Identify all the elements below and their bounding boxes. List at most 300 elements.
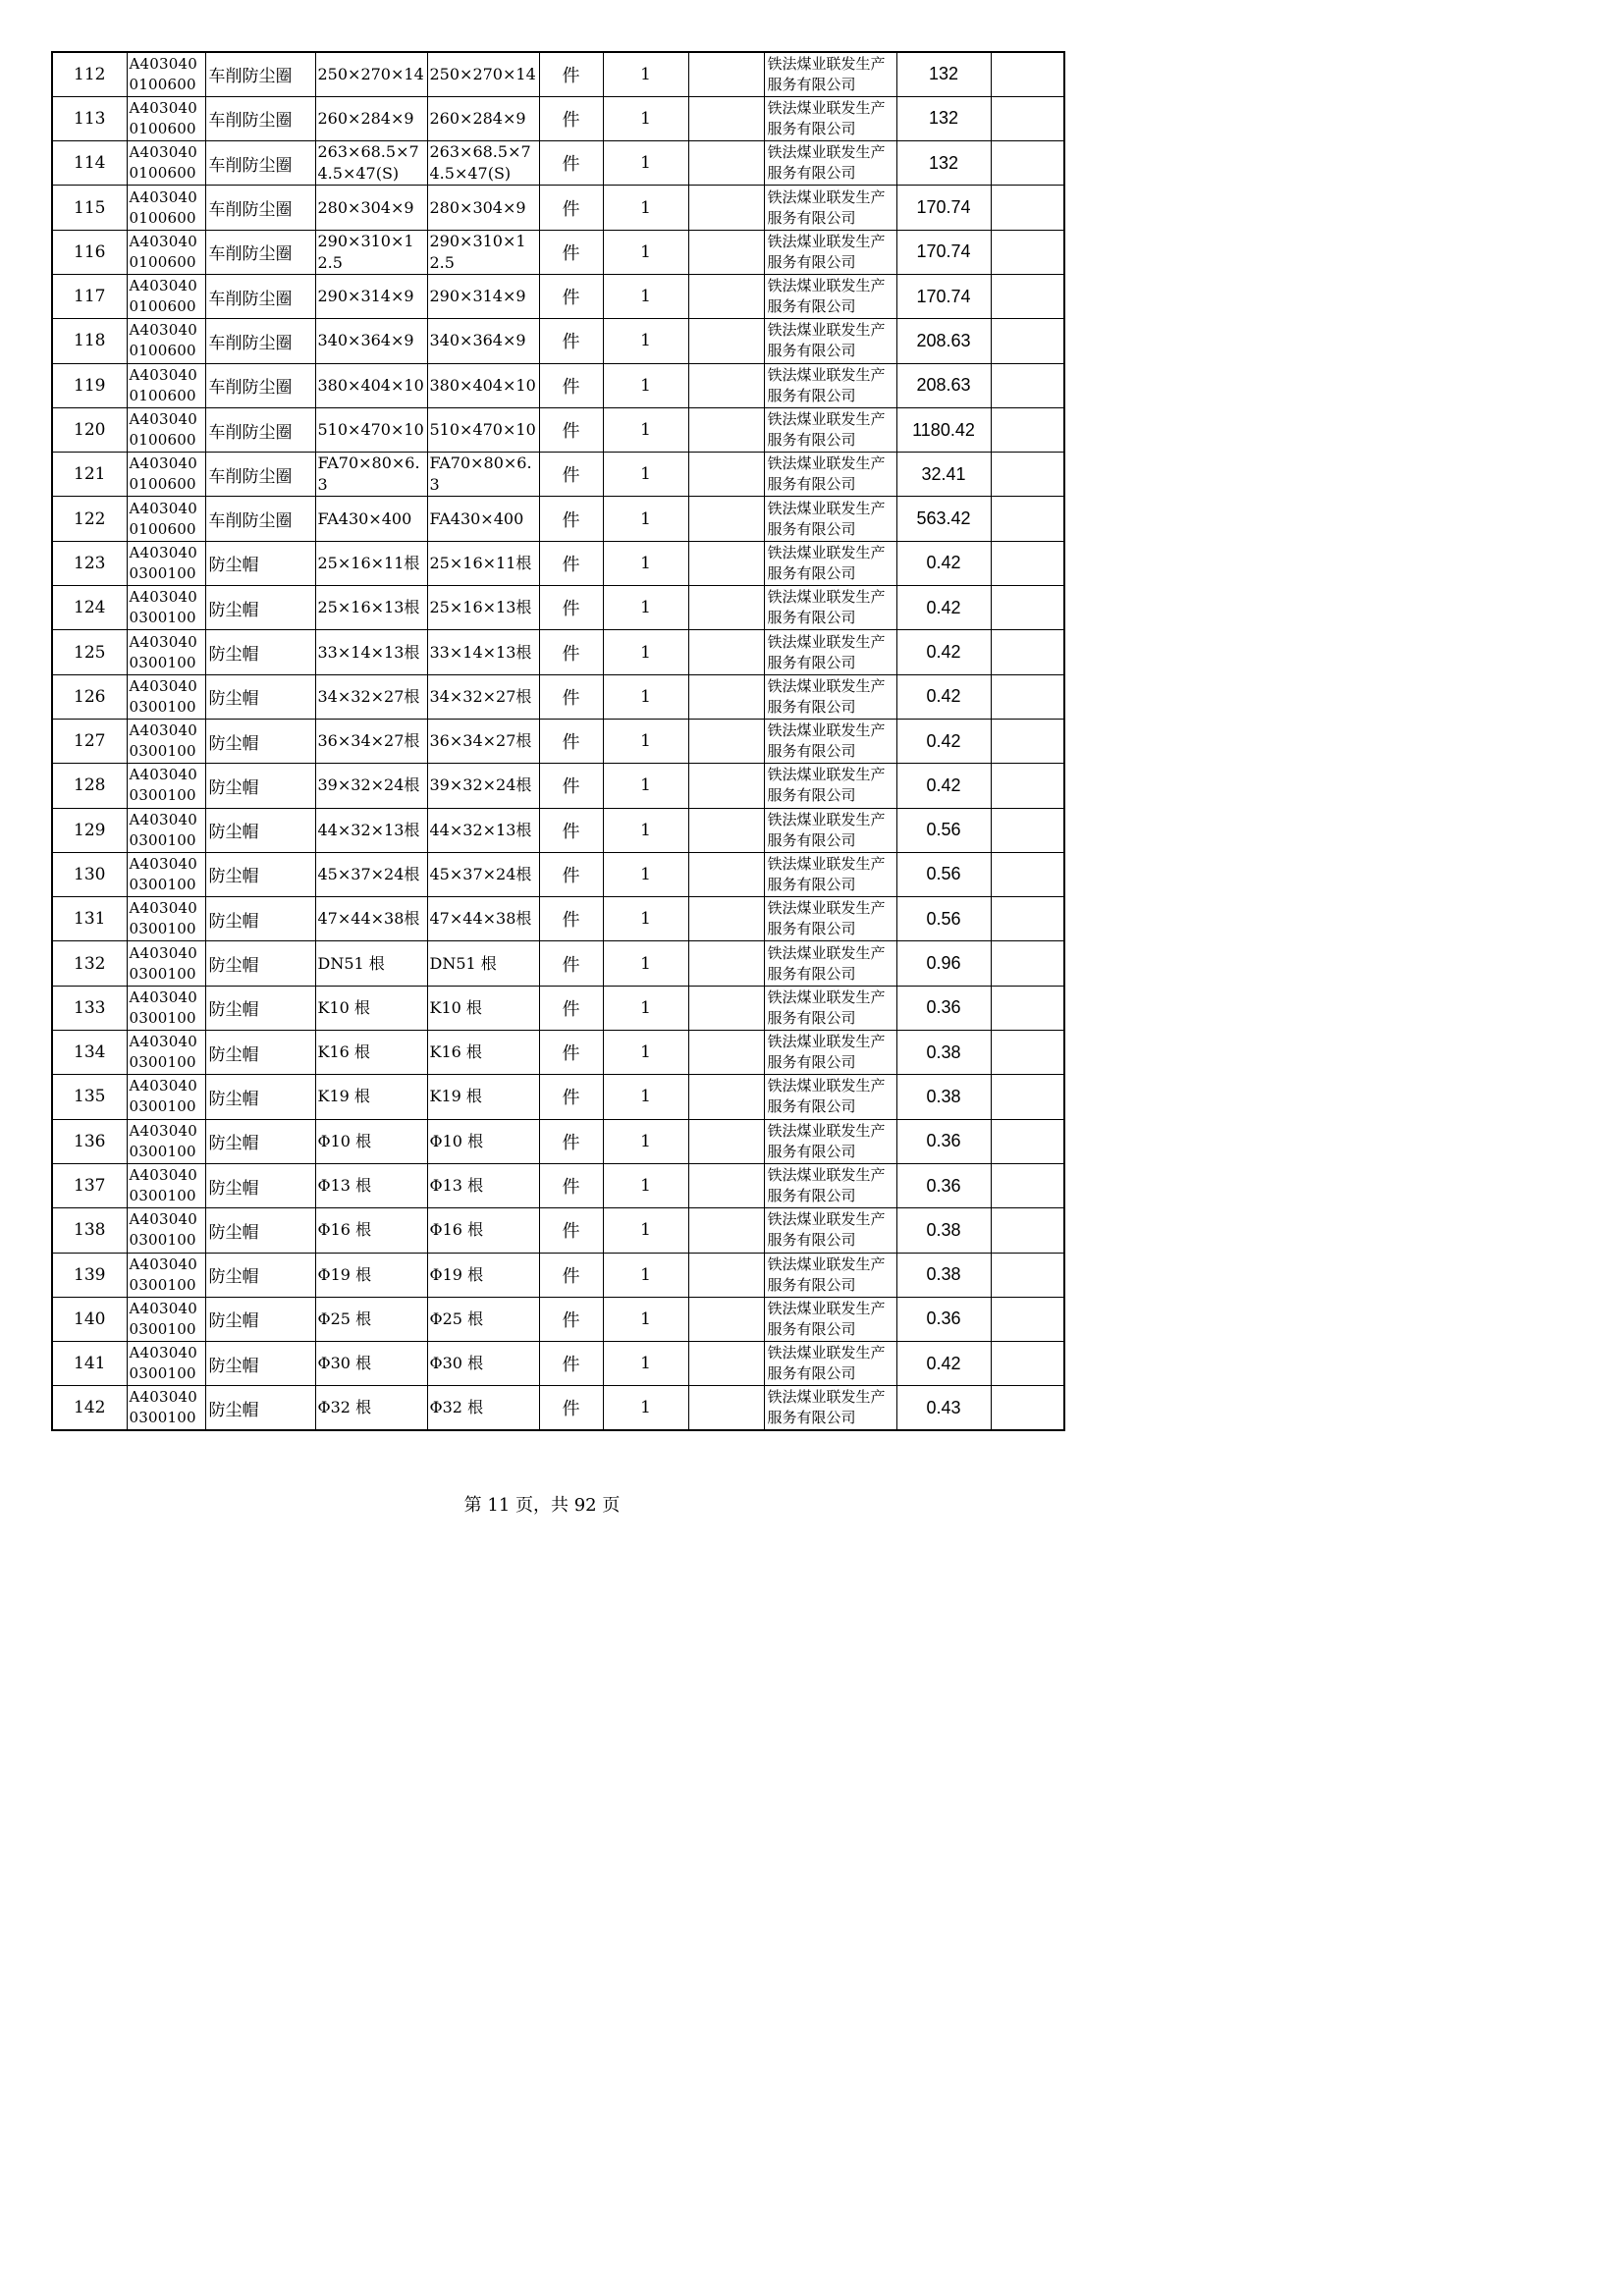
specification-cell: 25×16×11根 (315, 541, 427, 585)
row-number-cell: 124 (52, 586, 127, 630)
blank-cell (688, 141, 764, 186)
unit-price-cell: 0.42 (896, 586, 991, 630)
note-cell (991, 941, 1064, 986)
material-name-cell: 防尘帽 (205, 1253, 315, 1297)
unit-price-cell: 1180.42 (896, 407, 991, 452)
material-code-cell: A4030400300100 (127, 1386, 205, 1430)
unit-cell: 件 (539, 497, 603, 541)
row-number-cell: 122 (52, 497, 127, 541)
specification-cell: Φ32 根 (315, 1386, 427, 1430)
quantity-cell: 1 (603, 52, 688, 96)
supplier-cell: 铁法煤业联发生产服务有限公司 (764, 674, 896, 719)
specification-cell: 380×404×10 (315, 363, 427, 407)
material-name-cell: 防尘帽 (205, 719, 315, 763)
price-list-table (51, 51, 1065, 1431)
supplier-cell: 铁法煤业联发生产服务有限公司 (764, 407, 896, 452)
material-code-cell: A4030400300100 (127, 852, 205, 896)
unit-price-cell: 0.43 (896, 1386, 991, 1430)
table-row (52, 674, 1064, 719)
material-name-cell: 车削防尘圈 (205, 497, 315, 541)
supplier-cell: 铁法煤业联发生产服务有限公司 (764, 96, 896, 140)
unit-cell: 件 (539, 852, 603, 896)
blank-cell (688, 1386, 764, 1430)
specification-cell: Φ19 根 (315, 1253, 427, 1297)
supplier-cell: 铁法煤业联发生产服务有限公司 (764, 808, 896, 852)
table-row (52, 96, 1064, 140)
table-row (52, 1208, 1064, 1253)
row-number-cell: 131 (52, 897, 127, 941)
quantity-cell: 1 (603, 808, 688, 852)
unit-cell: 件 (539, 719, 603, 763)
material-name-cell: 防尘帽 (205, 1386, 315, 1430)
material-name-cell: 车削防尘圈 (205, 407, 315, 452)
material-name-cell: 防尘帽 (205, 1031, 315, 1075)
table-row (52, 230, 1064, 274)
unit-cell: 件 (539, 407, 603, 452)
note-cell (991, 630, 1064, 674)
note-cell (991, 1386, 1064, 1430)
unit-cell: 件 (539, 1253, 603, 1297)
blank-cell (688, 52, 764, 96)
specification-cell: 39×32×24根 (315, 764, 427, 808)
material-name-cell: 车削防尘圈 (205, 186, 315, 230)
specification-cell: 510×470×10 (315, 407, 427, 452)
specification-cell: 25×16×13根 (315, 586, 427, 630)
specification-cell: FA70×80×6.3 (315, 453, 427, 497)
supplier-cell: 铁法煤业联发生产服务有限公司 (764, 1342, 896, 1386)
blank-cell (688, 674, 764, 719)
unit-cell: 件 (539, 1119, 603, 1163)
material-name-cell: 防尘帽 (205, 986, 315, 1030)
material-code-cell: A4030400300100 (127, 1031, 205, 1075)
blank-cell (688, 1297, 764, 1341)
supplier-cell: 铁法煤业联发生产服务有限公司 (764, 230, 896, 274)
material-name-cell: 车削防尘圈 (205, 453, 315, 497)
model-cell: 380×404×10 (427, 363, 539, 407)
unit-price-cell: 0.36 (896, 1163, 991, 1207)
blank-cell (688, 986, 764, 1030)
material-name-cell: 防尘帽 (205, 674, 315, 719)
material-name-cell: 防尘帽 (205, 852, 315, 896)
table-row (52, 852, 1064, 896)
unit-cell: 件 (539, 1386, 603, 1430)
table-row (52, 363, 1064, 407)
note-cell (991, 497, 1064, 541)
table-row (52, 630, 1064, 674)
blank-cell (688, 719, 764, 763)
model-cell: FA70×80×6.3 (427, 453, 539, 497)
model-cell: 47×44×38根 (427, 897, 539, 941)
quantity-cell: 1 (603, 1297, 688, 1341)
row-number-cell: 137 (52, 1163, 127, 1207)
unit-price-cell: 0.42 (896, 719, 991, 763)
material-name-cell: 防尘帽 (205, 630, 315, 674)
quantity-cell: 1 (603, 1342, 688, 1386)
supplier-cell: 铁法煤业联发生产服务有限公司 (764, 1119, 896, 1163)
material-code-cell: A4030400300100 (127, 1075, 205, 1119)
row-number-cell: 130 (52, 852, 127, 896)
model-cell: 280×304×9 (427, 186, 539, 230)
supplier-cell: 铁法煤业联发生产服务有限公司 (764, 1031, 896, 1075)
model-cell: 510×470×10 (427, 407, 539, 452)
model-cell: Φ10 根 (427, 1119, 539, 1163)
unit-price-cell: 0.56 (896, 897, 991, 941)
note-cell (991, 407, 1064, 452)
row-number-cell: 114 (52, 141, 127, 186)
table-row (52, 1253, 1064, 1297)
table-row (52, 319, 1064, 363)
material-code-cell: A4030400300100 (127, 586, 205, 630)
quantity-cell: 1 (603, 941, 688, 986)
blank-cell (688, 541, 764, 585)
material-name-cell: 防尘帽 (205, 1075, 315, 1119)
unit-cell: 件 (539, 1208, 603, 1253)
material-code-cell: A4030400300100 (127, 1119, 205, 1163)
table-row (52, 497, 1064, 541)
blank-cell (688, 1253, 764, 1297)
note-cell (991, 1297, 1064, 1341)
row-number-cell: 112 (52, 52, 127, 96)
material-name-cell: 车削防尘圈 (205, 96, 315, 140)
material-name-cell: 车削防尘圈 (205, 274, 315, 318)
supplier-cell: 铁法煤业联发生产服务有限公司 (764, 897, 896, 941)
row-number-cell: 121 (52, 453, 127, 497)
unit-cell: 件 (539, 96, 603, 140)
material-code-cell: A4030400100600 (127, 141, 205, 186)
material-name-cell: 防尘帽 (205, 1208, 315, 1253)
specification-cell: 263×68.5×74.5×47(S) (315, 141, 427, 186)
table-row (52, 141, 1064, 186)
unit-price-cell: 0.42 (896, 764, 991, 808)
unit-price-cell: 0.42 (896, 541, 991, 585)
unit-price-cell: 132 (896, 52, 991, 96)
material-name-cell: 车削防尘圈 (205, 141, 315, 186)
note-cell (991, 52, 1064, 96)
quantity-cell: 1 (603, 141, 688, 186)
table-row (52, 1119, 1064, 1163)
unit-cell: 件 (539, 363, 603, 407)
material-name-cell: 防尘帽 (205, 1163, 315, 1207)
table-row (52, 719, 1064, 763)
model-cell: 260×284×9 (427, 96, 539, 140)
model-cell: 33×14×13根 (427, 630, 539, 674)
table-row (52, 1386, 1064, 1430)
unit-price-cell: 0.38 (896, 1253, 991, 1297)
material-code-cell: A4030400300100 (127, 1342, 205, 1386)
quantity-cell: 1 (603, 319, 688, 363)
supplier-cell: 铁法煤业联发生产服务有限公司 (764, 52, 896, 96)
quantity-cell: 1 (603, 407, 688, 452)
specification-cell: Φ13 根 (315, 1163, 427, 1207)
row-number-cell: 136 (52, 1119, 127, 1163)
material-code-cell: A4030400300100 (127, 1297, 205, 1341)
material-code-cell: A4030400300100 (127, 541, 205, 585)
model-cell: 290×310×12.5 (427, 230, 539, 274)
quantity-cell: 1 (603, 719, 688, 763)
unit-price-cell: 0.36 (896, 986, 991, 1030)
unit-cell: 件 (539, 586, 603, 630)
specification-cell: FA430×400 (315, 497, 427, 541)
unit-price-cell: 170.74 (896, 230, 991, 274)
material-code-cell: A4030400300100 (127, 986, 205, 1030)
blank-cell (688, 453, 764, 497)
note-cell (991, 230, 1064, 274)
note-cell (991, 674, 1064, 719)
specification-cell: 340×364×9 (315, 319, 427, 363)
row-number-cell: 127 (52, 719, 127, 763)
quantity-cell: 1 (603, 852, 688, 896)
table-row (52, 1297, 1064, 1341)
specification-cell: DN51 根 (315, 941, 427, 986)
note-cell (991, 541, 1064, 585)
quantity-cell: 1 (603, 986, 688, 1030)
model-cell: 45×37×24根 (427, 852, 539, 896)
material-code-cell: A4030400100600 (127, 319, 205, 363)
model-cell: DN51 根 (427, 941, 539, 986)
material-code-cell: A4030400300100 (127, 1253, 205, 1297)
supplier-cell: 铁法煤业联发生产服务有限公司 (764, 764, 896, 808)
row-number-cell: 133 (52, 986, 127, 1030)
unit-cell: 件 (539, 1075, 603, 1119)
row-number-cell: 140 (52, 1297, 127, 1341)
specification-cell: Φ16 根 (315, 1208, 427, 1253)
unit-cell: 件 (539, 630, 603, 674)
material-name-cell: 车削防尘圈 (205, 363, 315, 407)
note-cell (991, 1208, 1064, 1253)
supplier-cell: 铁法煤业联发生产服务有限公司 (764, 186, 896, 230)
material-code-cell: A4030400300100 (127, 1163, 205, 1207)
unit-price-cell: 0.36 (896, 1119, 991, 1163)
unit-price-cell: 0.56 (896, 808, 991, 852)
model-cell: FA430×400 (427, 497, 539, 541)
model-cell: Φ16 根 (427, 1208, 539, 1253)
table-row (52, 407, 1064, 452)
note-cell (991, 186, 1064, 230)
note-cell (991, 453, 1064, 497)
unit-cell: 件 (539, 808, 603, 852)
unit-cell: 件 (539, 141, 603, 186)
material-name-cell: 车削防尘圈 (205, 319, 315, 363)
supplier-cell: 铁法煤业联发生产服务有限公司 (764, 1075, 896, 1119)
supplier-cell: 铁法煤业联发生产服务有限公司 (764, 719, 896, 763)
unit-price-cell: 132 (896, 96, 991, 140)
row-number-cell: 135 (52, 1075, 127, 1119)
blank-cell (688, 586, 764, 630)
unit-price-cell: 208.63 (896, 319, 991, 363)
supplier-cell: 铁法煤业联发生产服务有限公司 (764, 274, 896, 318)
unit-cell: 件 (539, 274, 603, 318)
blank-cell (688, 1163, 764, 1207)
material-code-cell: A4030400100600 (127, 363, 205, 407)
blank-cell (688, 1119, 764, 1163)
supplier-cell: 铁法煤业联发生产服务有限公司 (764, 852, 896, 896)
unit-price-cell: 0.38 (896, 1031, 991, 1075)
supplier-cell: 铁法煤业联发生产服务有限公司 (764, 630, 896, 674)
table-row (52, 541, 1064, 585)
quantity-cell: 1 (603, 96, 688, 140)
unit-price-cell: 0.42 (896, 674, 991, 719)
unit-price-cell: 563.42 (896, 497, 991, 541)
quantity-cell: 1 (603, 1253, 688, 1297)
unit-price-cell: 0.38 (896, 1075, 991, 1119)
note-cell (991, 764, 1064, 808)
model-cell: Φ32 根 (427, 1386, 539, 1430)
quantity-cell: 1 (603, 453, 688, 497)
unit-cell: 件 (539, 986, 603, 1030)
note-cell (991, 1253, 1064, 1297)
unit-cell: 件 (539, 230, 603, 274)
model-cell: K16 根 (427, 1031, 539, 1075)
supplier-cell: 铁法煤业联发生产服务有限公司 (764, 1386, 896, 1430)
material-code-cell: A4030400100600 (127, 230, 205, 274)
note-cell (991, 1163, 1064, 1207)
row-number-cell: 138 (52, 1208, 127, 1253)
quantity-cell: 1 (603, 1163, 688, 1207)
blank-cell (688, 808, 764, 852)
note-cell (991, 1075, 1064, 1119)
model-cell: Φ19 根 (427, 1253, 539, 1297)
material-name-cell: 防尘帽 (205, 808, 315, 852)
unit-price-cell: 0.56 (896, 852, 991, 896)
quantity-cell: 1 (603, 1075, 688, 1119)
specification-cell: 36×34×27根 (315, 719, 427, 763)
supplier-cell: 铁法煤业联发生产服务有限公司 (764, 1253, 896, 1297)
row-number-cell: 125 (52, 630, 127, 674)
note-cell (991, 141, 1064, 186)
supplier-cell: 铁法煤业联发生产服务有限公司 (764, 453, 896, 497)
unit-cell: 件 (539, 541, 603, 585)
material-code-cell: A4030400100600 (127, 274, 205, 318)
quantity-cell: 1 (603, 630, 688, 674)
table-row (52, 986, 1064, 1030)
specification-cell: 290×314×9 (315, 274, 427, 318)
table-row (52, 586, 1064, 630)
supplier-cell: 铁法煤业联发生产服务有限公司 (764, 319, 896, 363)
row-number-cell: 119 (52, 363, 127, 407)
specification-cell: 290×310×12.5 (315, 230, 427, 274)
table-row (52, 897, 1064, 941)
material-name-cell: 防尘帽 (205, 1342, 315, 1386)
unit-cell: 件 (539, 674, 603, 719)
blank-cell (688, 1075, 764, 1119)
model-cell: 250×270×14 (427, 52, 539, 96)
supplier-cell: 铁法煤业联发生产服务有限公司 (764, 941, 896, 986)
table-row (52, 1163, 1064, 1207)
note-cell (991, 1342, 1064, 1386)
supplier-cell: 铁法煤业联发生产服务有限公司 (764, 497, 896, 541)
material-code-cell: A4030400300100 (127, 630, 205, 674)
specification-cell: 33×14×13根 (315, 630, 427, 674)
blank-cell (688, 1342, 764, 1386)
quantity-cell: 1 (603, 897, 688, 941)
model-cell: 290×314×9 (427, 274, 539, 318)
quantity-cell: 1 (603, 674, 688, 719)
specification-cell: Φ25 根 (315, 1297, 427, 1341)
blank-cell (688, 407, 764, 452)
blank-cell (688, 764, 764, 808)
blank-cell (688, 941, 764, 986)
model-cell: Φ30 根 (427, 1342, 539, 1386)
material-name-cell: 防尘帽 (205, 1297, 315, 1341)
unit-price-cell: 0.42 (896, 1342, 991, 1386)
supplier-cell: 铁法煤业联发生产服务有限公司 (764, 1163, 896, 1207)
model-cell: 34×32×27根 (427, 674, 539, 719)
supplier-cell: 铁法煤业联发生产服务有限公司 (764, 1208, 896, 1253)
quantity-cell: 1 (603, 586, 688, 630)
blank-cell (688, 1208, 764, 1253)
supplier-cell: 铁法煤业联发生产服务有限公司 (764, 541, 896, 585)
note-cell (991, 363, 1064, 407)
unit-cell: 件 (539, 1163, 603, 1207)
specification-cell: K10 根 (315, 986, 427, 1030)
table-row (52, 1075, 1064, 1119)
table-row (52, 274, 1064, 318)
specification-cell: Φ10 根 (315, 1119, 427, 1163)
unit-cell: 件 (539, 1342, 603, 1386)
quantity-cell: 1 (603, 497, 688, 541)
model-cell: Φ13 根 (427, 1163, 539, 1207)
blank-cell (688, 1031, 764, 1075)
blank-cell (688, 897, 764, 941)
material-code-cell: A4030400300100 (127, 764, 205, 808)
row-number-cell: 139 (52, 1253, 127, 1297)
model-cell: 25×16×11根 (427, 541, 539, 585)
model-cell: 44×32×13根 (427, 808, 539, 852)
specification-cell: 280×304×9 (315, 186, 427, 230)
quantity-cell: 1 (603, 1031, 688, 1075)
unit-price-cell: 0.36 (896, 1297, 991, 1341)
unit-cell: 件 (539, 319, 603, 363)
unit-cell: 件 (539, 186, 603, 230)
note-cell (991, 586, 1064, 630)
blank-cell (688, 230, 764, 274)
material-code-cell: A4030400100600 (127, 407, 205, 452)
quantity-cell: 1 (603, 541, 688, 585)
row-number-cell: 142 (52, 1386, 127, 1430)
blank-cell (688, 186, 764, 230)
unit-cell: 件 (539, 1297, 603, 1341)
table-row (52, 52, 1064, 96)
unit-cell: 件 (539, 764, 603, 808)
page-number: 第 11 页，共 92 页 (463, 1495, 621, 1516)
specification-cell: K19 根 (315, 1075, 427, 1119)
quantity-cell: 1 (603, 363, 688, 407)
row-number-cell: 132 (52, 941, 127, 986)
quantity-cell: 1 (603, 186, 688, 230)
note-cell (991, 319, 1064, 363)
model-cell: 39×32×24根 (427, 764, 539, 808)
table-row (52, 808, 1064, 852)
material-code-cell: A4030400100600 (127, 52, 205, 96)
row-number-cell: 128 (52, 764, 127, 808)
unit-price-cell: 170.74 (896, 186, 991, 230)
material-code-cell: A4030400100600 (127, 453, 205, 497)
table-row (52, 764, 1064, 808)
specification-cell: 45×37×24根 (315, 852, 427, 896)
model-cell: 25×16×13根 (427, 586, 539, 630)
blank-cell (688, 274, 764, 318)
model-cell: 36×34×27根 (427, 719, 539, 763)
supplier-cell: 铁法煤业联发生产服务有限公司 (764, 986, 896, 1030)
material-name-cell: 防尘帽 (205, 586, 315, 630)
quantity-cell: 1 (603, 230, 688, 274)
unit-price-cell: 0.38 (896, 1208, 991, 1253)
table-row (52, 1342, 1064, 1386)
unit-cell: 件 (539, 941, 603, 986)
note-cell (991, 986, 1064, 1030)
row-number-cell: 120 (52, 407, 127, 452)
note-cell (991, 96, 1064, 140)
